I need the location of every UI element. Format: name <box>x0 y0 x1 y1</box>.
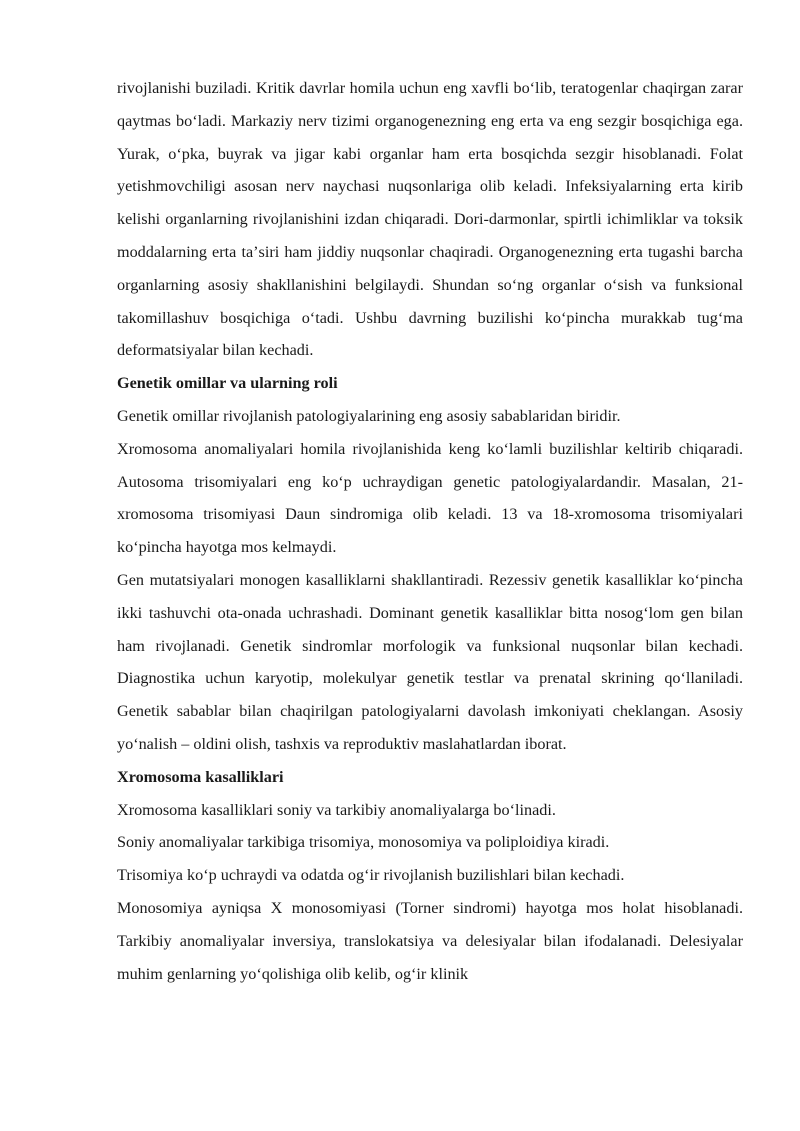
paragraph-critical-periods: rivojlanishi buziladi. Kritik davrlar homila uchun eng xavfli boʻlib, teratogenlar chaqirgan zarar qaytmas boʻladi. Markaziy nerv tizimi organogenezning eng erta va eng sezgir bosqichiga ega. Yurak, oʻpka, buyrak va jigar kabi organlar ham erta bosqichda sezgir hisoblanadi. Folat yetishmovchiligi asosan nerv naychasi nuqsonlariga olib keladi. Infeksiyalarning erta kirib kelishi organlarning rivojlanishini izdan chiqaradi. Dori-darmonlar, spirtli ichimliklar va toksik moddalarning erta taʼsiri ham jiddiy nuqsonlar chaqiradi. Organogenezning erta tugashi barcha organlarning asosiy shakllanishini belgilaydi. Shundan soʻng organlar oʻsish va funksional takomillashuv bosqichiga oʻtadi. Ushbu davrning buzilishi koʻpincha murakkab tugʻma deformatsiyalar bilan kechadi. <box>117 79 743 360</box>
paragraph-classification: Xromosoma kasalliklari soniy va tarkibiy anomaliyalarga boʻlinadi. <box>117 800 556 819</box>
paragraph-trisomy: Trisomiya koʻp uchraydi va odatda ogʻir rivojlanish buzilishlari bilan kechadi. <box>117 866 625 885</box>
heading-genetic-factors: Genetik omillar va ularning roli <box>117 374 338 393</box>
heading-chromosome-diseases: Xromosoma kasalliklari <box>117 767 284 786</box>
paragraph-monosomy: Monosomiya ayniqsa X monosomiyasi (Torner sindromi) hayotga mos holat hisoblanadi. Tarkibiy anomaliyalar inversiya, translokatsiya va delesiyalar bilan ifodalanadi. Delesiyalar muhim genlarning yoʻqolishiga olib kelib, ogʻir klinik <box>117 898 743 983</box>
paragraph-genetic-intro: Genetik omillar rivojlanish patologiyalarining eng asosiy sabablaridan biridir. <box>117 406 621 425</box>
paragraph-chromosome-anomalies: Xromosoma anomaliyalari homila rivojlanishida keng koʻlamli buzilishlar keltirib chiqaradi. Autosoma trisomiyalari eng koʻp uchraydigan genetic patologiyalardandir. Masalan, 21-xromosoma trisomiyasi Daun sindromiga olib keladi. 13 va 18-xromosoma trisomiyalari koʻpincha hayotga mos kelmaydi. <box>117 439 743 557</box>
paragraph-numeric-anomalies: Soniy anomaliyalar tarkibiga trisomiya, monosomiya va poliploidiya kiradi. <box>117 833 610 852</box>
document-page <box>117 72 743 990</box>
paragraph-gene-mutations: Gen mutatsiyalari monogen kasalliklarni shakllantiradi. Rezessiv genetik kasalliklar koʻpincha ikki tashuvchi ota-onada uchrashadi. Dominant genetik kasalliklar bitta nosogʻlom gen bilan ham rivojlanadi. Genetik sindromlar morfologik va funksional nuqsonlar bilan kechadi. Diagnostika uchun karyotip, molekulyar genetik testlar va prenatal skrining qoʻllaniladi. Genetik sabablar bilan chaqirilgan patologiyalarni davolash imkoniyati cheklangan. Asosiy yoʻnalish – oldini olish, tashxis va reproduktiv maslahatlardan iborat. <box>117 570 743 753</box>
